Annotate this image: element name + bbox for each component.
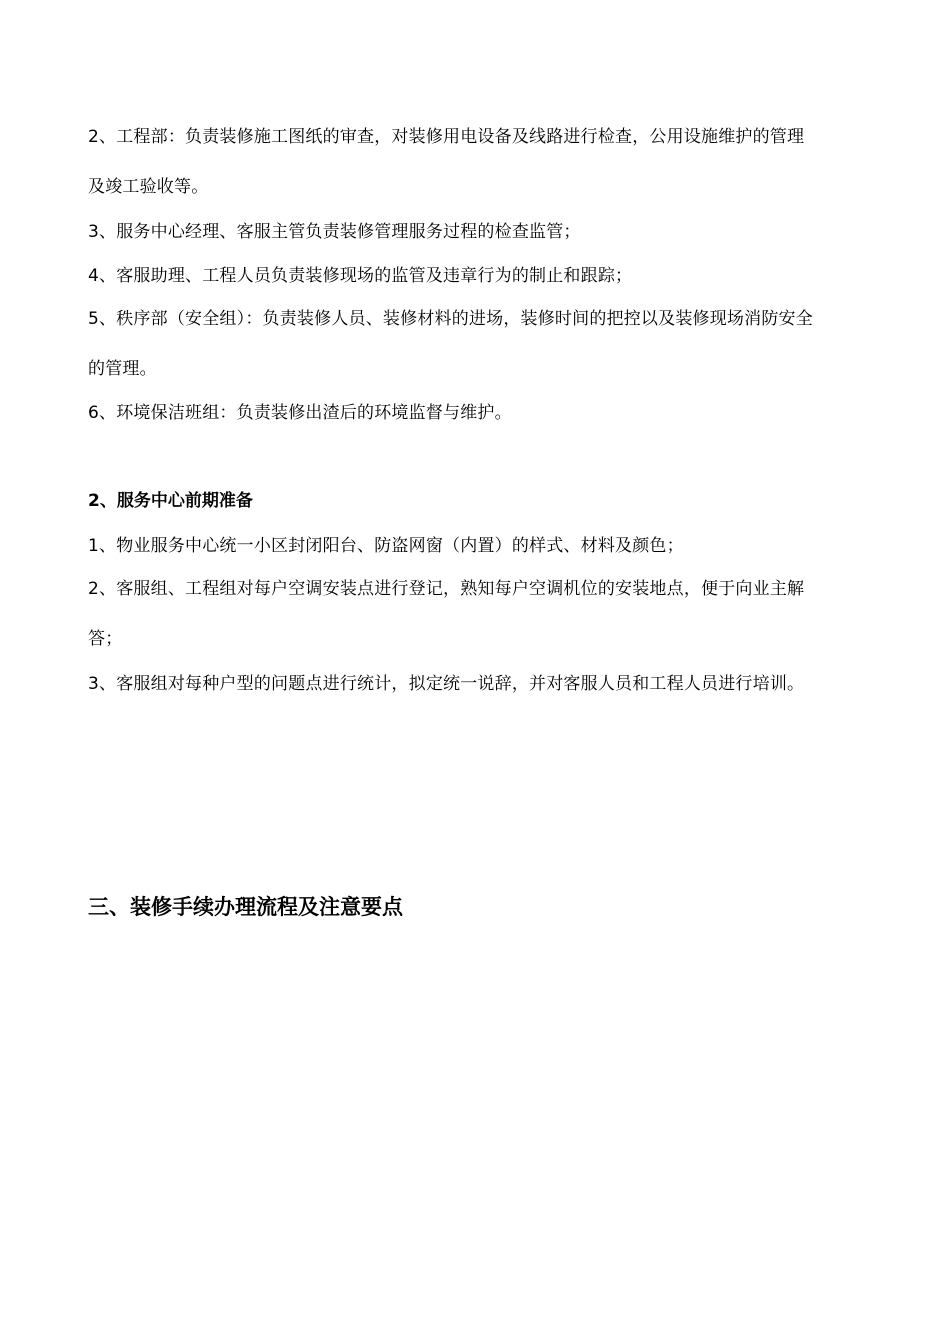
preparation-line: 1、物业服务中心统一小区封闭阳台、防盗网窗（内置）的样式、材料及颜色； xyxy=(88,536,684,556)
preparation-line: 答； xyxy=(88,629,123,649)
responsibility-line: 的管理。 xyxy=(88,359,157,379)
responsibility-line: 3、服务中心经理、客服主管负责装修管理服务过程的检查监管； xyxy=(88,222,581,242)
section-three-heading: 三、装修手续办理流程及注意要点 xyxy=(88,895,403,919)
responsibility-line: 6、环境保洁班组：负责装修出渣后的环境监督与维护。 xyxy=(88,403,512,423)
preparation-line: 2、客服组、工程组对每户空调安装点进行登记，熟知每户空调机位的安装地点，便于向业主解 xyxy=(88,579,805,599)
preparation-heading: 2、服务中心前期准备 xyxy=(88,491,253,511)
responsibility-line: 2、工程部：负责装修施工图纸的审查，对装修用电设备及线路进行检查，公用设施维护的管理 xyxy=(88,127,805,147)
responsibility-line: 4、客服助理、工程人员负责装修现场的监管及违章行为的制止和跟踪； xyxy=(88,266,633,286)
responsibility-line: 及竣工验收等。 xyxy=(88,177,209,197)
preparation-line: 3、客服组对每种户型的问题点进行统计，拟定统一说辞，并对客服人员和工程人员进行培训。 xyxy=(88,674,805,694)
responsibility-line: 5、秩序部（安全组）：负责装修人员、装修材料的进场，装修时间的把控以及装修现场消防安全 xyxy=(88,309,813,329)
